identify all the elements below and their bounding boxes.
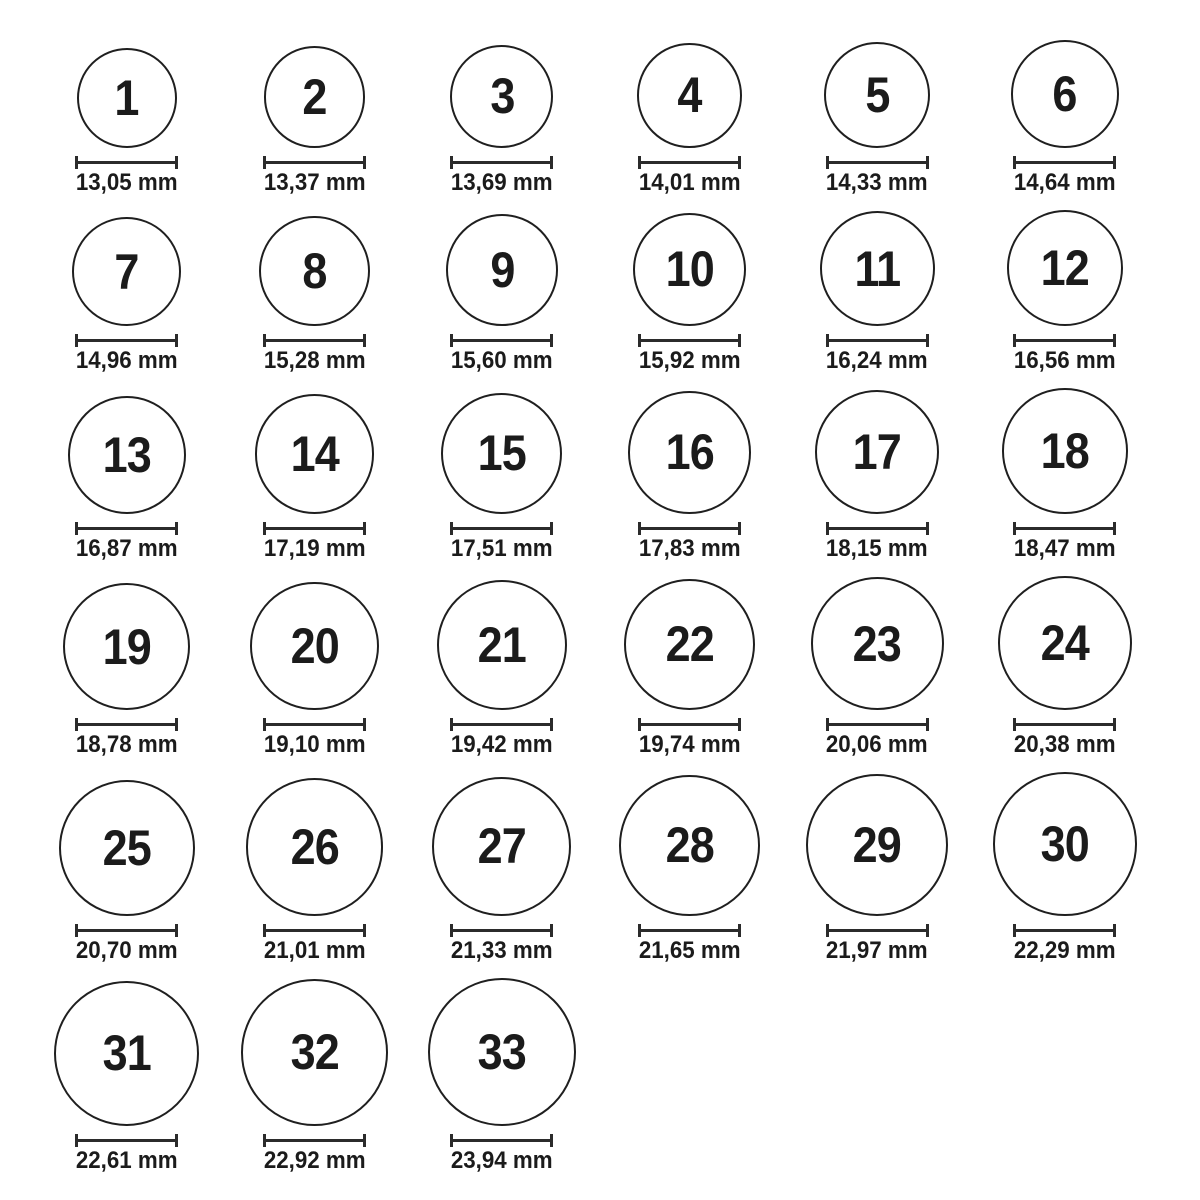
ring-size-item <box>33 396 221 561</box>
diameter-label: 13,69 mm <box>451 168 553 196</box>
diameter-measure-line <box>1013 924 1116 937</box>
diameter-label: 14,01 mm <box>638 168 741 196</box>
diameter-label: 19,74 mm <box>638 731 741 758</box>
ring-circle <box>437 580 567 710</box>
diameter-label: 21,65 mm <box>638 936 741 964</box>
measure-bar <box>638 161 741 164</box>
chart-row <box>33 576 1200 758</box>
diameter-measure-line <box>75 522 178 535</box>
measure-tick-right <box>926 522 929 535</box>
measure-tick-right <box>175 924 178 937</box>
measure-tick-right <box>738 156 741 169</box>
measure-bar <box>450 527 553 530</box>
measure-tick-right <box>738 718 741 731</box>
diameter-measure-line <box>263 1134 366 1147</box>
measure-bar <box>75 723 178 726</box>
diameter-measure-line <box>826 334 929 347</box>
ring-size-number: 26 <box>290 818 339 875</box>
ring-size-number: 18 <box>1040 422 1089 479</box>
ring-circle <box>255 394 375 514</box>
ring-circle <box>993 772 1137 916</box>
diameter-measure-line <box>263 522 366 535</box>
measure-bar <box>75 161 178 164</box>
measure-tick-right <box>550 924 553 937</box>
diameter-label: 21,01 mm <box>263 936 366 964</box>
measure-tick-right <box>738 334 741 347</box>
ring-size-item <box>783 577 971 757</box>
ring-size-number: 27 <box>477 818 527 874</box>
ring-size-item <box>783 42 971 195</box>
diameter-measure-line <box>450 334 553 347</box>
ring-size-number: 25 <box>102 819 151 876</box>
ring-circle <box>54 981 199 1126</box>
measure-bar <box>826 723 929 726</box>
diameter-measure-line <box>263 156 366 169</box>
measure-tick-right <box>175 334 178 347</box>
measure-bar <box>263 161 366 164</box>
chart-row <box>33 40 1200 195</box>
diameter-label: 20,06 mm <box>826 731 929 758</box>
diameter-label: 15,92 mm <box>638 347 741 374</box>
ring-circle <box>450 45 553 148</box>
measure-bar <box>75 929 178 932</box>
diameter-measure-line <box>263 718 366 731</box>
diameter-label: 14,64 mm <box>1013 168 1116 196</box>
ring-size-item <box>596 213 784 374</box>
diameter-measure-line <box>638 718 741 731</box>
ring-circle <box>1011 40 1119 148</box>
diameter-label: 22,61 mm <box>75 1146 178 1174</box>
measure-bar <box>826 339 929 342</box>
ring-size-number: 29 <box>853 816 902 873</box>
diameter-label: 19,42 mm <box>451 731 553 758</box>
ring-size-number: 9 <box>489 242 515 298</box>
ring-circle <box>1007 210 1124 327</box>
ring-size-number: 10 <box>665 241 714 298</box>
chart-row <box>33 772 1200 963</box>
ring-size-item <box>971 210 1159 374</box>
ring-size-item <box>33 217 221 373</box>
ring-size-number: 32 <box>290 1024 339 1081</box>
measure-tick-right <box>738 522 741 535</box>
diameter-label: 18,15 mm <box>826 534 929 562</box>
ring-size-number: 21 <box>477 617 527 673</box>
ring-size-item <box>971 772 1159 963</box>
diameter-measure-line <box>75 1134 178 1147</box>
diameter-label: 16,24 mm <box>826 347 929 374</box>
ring-circle <box>68 396 186 514</box>
ring-size-number: 1 <box>114 69 139 126</box>
ring-circle <box>77 48 177 148</box>
diameter-measure-line <box>450 522 553 535</box>
measure-bar <box>263 527 366 530</box>
measure-tick-right <box>363 156 366 169</box>
diameter-measure-line <box>263 334 366 347</box>
ring-circle <box>637 43 742 148</box>
measure-tick-right <box>550 718 553 731</box>
measure-tick-right <box>1113 718 1116 731</box>
diameter-label: 15,28 mm <box>263 347 366 374</box>
ring-size-number: 19 <box>102 618 151 675</box>
measure-tick-right <box>363 924 366 937</box>
measure-bar <box>450 339 553 342</box>
measure-bar <box>638 339 741 342</box>
ring-size-number: 6 <box>1052 65 1077 122</box>
measure-bar <box>1013 339 1116 342</box>
ring-circle <box>633 213 747 327</box>
ring-circle <box>59 780 195 916</box>
diameter-label: 23,94 mm <box>451 1146 553 1174</box>
ring-size-item <box>221 46 409 195</box>
ring-circle <box>441 393 562 514</box>
ring-size-item <box>408 45 596 195</box>
ring-circle <box>815 390 939 514</box>
ring-size-item <box>221 394 409 561</box>
measure-tick-right <box>1113 522 1116 535</box>
ring-size-item <box>221 979 409 1173</box>
measure-tick-right <box>363 334 366 347</box>
diameter-label: 21,97 mm <box>826 936 929 964</box>
diameter-label: 14,33 mm <box>826 168 929 196</box>
measure-tick-right <box>550 522 553 535</box>
diameter-label: 15,60 mm <box>451 347 553 374</box>
diameter-measure-line <box>638 334 741 347</box>
diameter-label: 19,10 mm <box>263 731 366 758</box>
ring-size-item <box>33 780 221 963</box>
ring-circle <box>72 217 181 326</box>
ring-size-number: 22 <box>665 616 714 673</box>
ring-circle <box>246 778 384 916</box>
ring-size-number: 33 <box>477 1023 527 1080</box>
measure-tick-right <box>926 334 929 347</box>
measure-tick-right <box>738 924 741 937</box>
ring-circle <box>446 214 558 326</box>
measure-bar <box>450 723 553 726</box>
ring-size-number: 28 <box>665 817 714 874</box>
ring-circle <box>998 576 1133 711</box>
measure-tick-right <box>1113 924 1116 937</box>
ring-size-item <box>221 582 409 758</box>
measure-bar <box>826 161 929 164</box>
diameter-measure-line <box>1013 522 1116 535</box>
diameter-measure-line <box>1013 334 1116 347</box>
ring-size-number: 3 <box>489 68 515 124</box>
ring-size-number: 2 <box>302 68 327 125</box>
ring-circle <box>428 978 576 1126</box>
ring-size-number: 8 <box>302 242 327 299</box>
measure-bar <box>75 1139 178 1142</box>
ring-size-number: 20 <box>290 617 339 674</box>
ring-size-item <box>33 583 221 757</box>
measure-tick-right <box>175 1134 178 1147</box>
ring-circle <box>432 777 571 916</box>
measure-tick-right <box>550 156 553 169</box>
ring-circle <box>619 775 760 916</box>
ring-circle <box>824 42 930 148</box>
ring-size-item <box>971 576 1159 758</box>
measure-bar <box>638 527 741 530</box>
diameter-label: 16,56 mm <box>1013 347 1116 374</box>
ring-size-number: 13 <box>102 426 151 483</box>
diameter-measure-line <box>75 924 178 937</box>
ring-circle <box>624 579 756 711</box>
measure-bar <box>450 1139 553 1142</box>
ring-size-item <box>596 579 784 758</box>
ring-size-number: 16 <box>665 424 714 481</box>
ring-size-item <box>783 390 971 561</box>
ring-circle <box>63 583 190 710</box>
ring-size-number: 5 <box>865 66 890 123</box>
ring-size-item <box>33 48 221 195</box>
ring-circle <box>811 577 944 710</box>
ring-size-item <box>33 981 221 1173</box>
ring-size-item <box>971 388 1159 561</box>
diameter-label: 18,47 mm <box>1013 534 1116 562</box>
measure-tick-right <box>363 1134 366 1147</box>
ring-size-number: 4 <box>677 67 702 124</box>
measure-tick-right <box>363 522 366 535</box>
measure-tick-right <box>550 334 553 347</box>
measure-tick-right <box>175 718 178 731</box>
diameter-measure-line <box>75 718 178 731</box>
diameter-measure-line <box>450 156 553 169</box>
ring-circle <box>264 46 366 148</box>
measure-bar <box>1013 929 1116 932</box>
diameter-label: 22,29 mm <box>1013 936 1116 964</box>
diameter-measure-line <box>75 156 178 169</box>
measure-bar <box>263 929 366 932</box>
ring-size-number: 31 <box>102 1025 151 1081</box>
ring-circle <box>806 774 948 916</box>
ring-size-item <box>408 214 596 373</box>
diameter-label: 22,92 mm <box>263 1146 366 1174</box>
measure-tick-right <box>926 718 929 731</box>
measure-bar <box>826 527 929 530</box>
ring-size-number: 23 <box>853 615 902 672</box>
diameter-measure-line <box>263 924 366 937</box>
ring-size-number: 11 <box>854 240 901 297</box>
diameter-label: 17,19 mm <box>263 534 366 562</box>
chart-row <box>33 210 1200 374</box>
diameter-measure-line <box>826 924 929 937</box>
chart-row <box>33 978 1200 1173</box>
measure-tick-right <box>363 718 366 731</box>
measure-tick-right <box>926 924 929 937</box>
ring-circle <box>820 211 935 326</box>
diameter-label: 17,83 mm <box>638 534 741 562</box>
diameter-measure-line <box>450 718 553 731</box>
ring-size-item <box>783 774 971 963</box>
measure-tick-right <box>926 156 929 169</box>
ring-size-number: 30 <box>1040 815 1089 872</box>
measure-tick-right <box>175 156 178 169</box>
ring-circle <box>250 582 379 711</box>
measure-bar <box>1013 527 1116 530</box>
diameter-measure-line <box>450 924 553 937</box>
ring-size-item <box>221 216 409 374</box>
diameter-measure-line <box>1013 156 1116 169</box>
diameter-label: 14,96 mm <box>75 347 178 374</box>
diameter-label: 18,78 mm <box>75 731 178 758</box>
measure-bar <box>263 1139 366 1142</box>
diameter-label: 20,38 mm <box>1013 731 1116 758</box>
ring-size-item <box>408 393 596 561</box>
ring-size-number: 24 <box>1040 614 1089 671</box>
ring-size-item <box>221 778 409 963</box>
diameter-measure-line <box>826 522 929 535</box>
diameter-label: 16,87 mm <box>75 534 178 562</box>
diameter-label: 13,37 mm <box>263 168 366 196</box>
diameter-measure-line <box>826 156 929 169</box>
diameter-label: 20,70 mm <box>75 936 178 964</box>
measure-bar <box>1013 161 1116 164</box>
measure-tick-right <box>175 522 178 535</box>
measure-bar <box>826 929 929 932</box>
chart-row <box>33 388 1200 561</box>
measure-bar <box>638 723 741 726</box>
ring-size-item <box>408 580 596 757</box>
ring-size-number: 12 <box>1040 239 1089 296</box>
diameter-measure-line <box>638 924 741 937</box>
ring-size-item <box>971 40 1159 195</box>
measure-bar <box>450 929 553 932</box>
measure-bar <box>75 527 178 530</box>
ring-size-number: 15 <box>477 425 527 481</box>
diameter-measure-line <box>450 1134 553 1147</box>
ring-size-item <box>408 777 596 963</box>
ring-size-number: 14 <box>290 425 339 482</box>
ring-circle <box>1002 388 1128 514</box>
measure-bar <box>263 339 366 342</box>
diameter-measure-line <box>638 156 741 169</box>
ring-size-number: 17 <box>853 423 902 480</box>
diameter-measure-line <box>75 334 178 347</box>
ring-size-item <box>596 391 784 561</box>
measure-bar <box>1013 723 1116 726</box>
ring-size-item <box>783 211 971 373</box>
ring-size-item <box>596 775 784 963</box>
diameter-measure-line <box>826 718 929 731</box>
measure-tick-right <box>1113 334 1116 347</box>
diameter-measure-line <box>638 522 741 535</box>
measure-bar <box>75 339 178 342</box>
ring-circle <box>628 391 751 514</box>
ring-size-item <box>596 43 784 195</box>
measure-bar <box>263 723 366 726</box>
measure-tick-right <box>1113 156 1116 169</box>
ring-circle <box>241 979 388 1126</box>
diameter-label: 17,51 mm <box>451 534 553 562</box>
ring-size-number: 7 <box>114 243 139 300</box>
diameter-label: 13,05 mm <box>75 168 178 196</box>
measure-tick-right <box>550 1134 553 1147</box>
diameter-measure-line <box>1013 718 1116 731</box>
diameter-label: 21,33 mm <box>451 936 553 964</box>
measure-bar <box>638 929 741 932</box>
measure-bar <box>450 161 553 164</box>
ring-circle <box>259 216 370 327</box>
ring-size-item <box>408 978 596 1173</box>
